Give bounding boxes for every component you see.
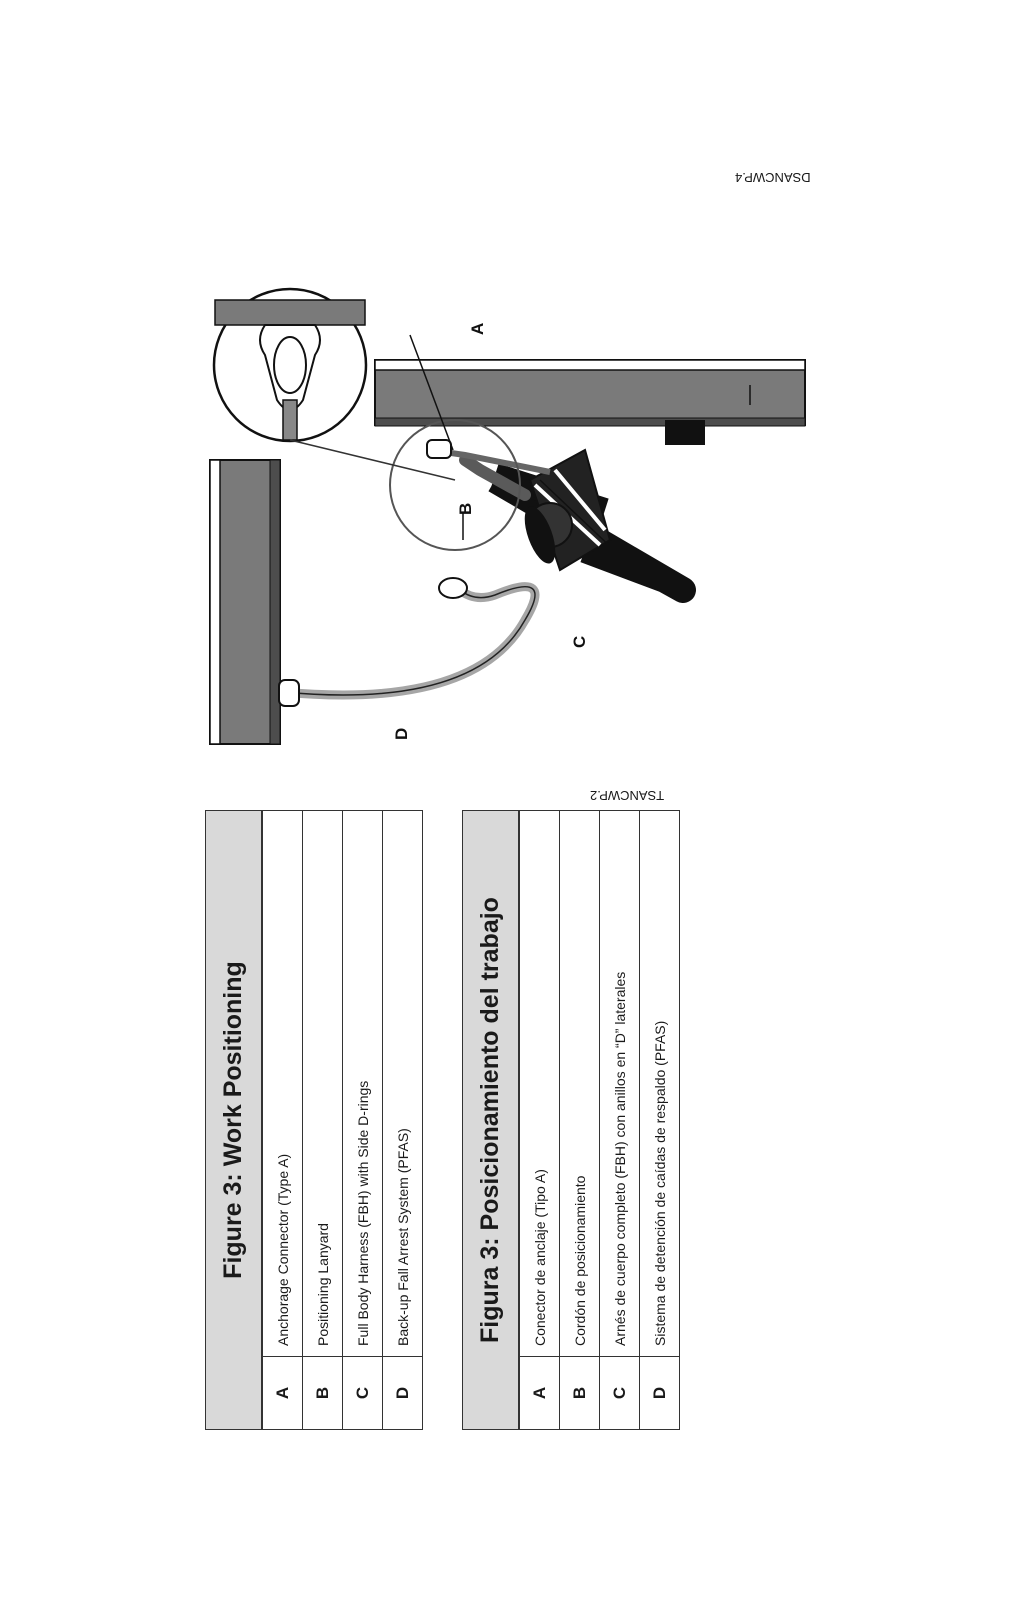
legend-row xyxy=(519,811,559,1429)
callout-b: B xyxy=(456,502,475,515)
legend-row xyxy=(599,811,639,1429)
legend-row xyxy=(382,811,422,1429)
legend-letter: C xyxy=(600,1356,639,1429)
table-code: TSANCWP.2 xyxy=(590,788,665,803)
legend-title: Figura 3: Posicionamiento del trabajo xyxy=(463,811,519,1429)
legend-text: Full Body Harness (FBH) with Side D-rings xyxy=(354,1080,371,1346)
backup-lanyard xyxy=(279,578,535,706)
legend-text: Positioning Lanyard xyxy=(314,1223,331,1346)
figure-code: DSANCWP.4 xyxy=(735,170,811,185)
legend-row xyxy=(559,811,599,1429)
legend-letter: B xyxy=(560,1356,599,1429)
legend-text: Cordón de posicionamiento xyxy=(571,1175,588,1346)
legend-table-spanish xyxy=(462,810,680,1430)
legend-row xyxy=(262,811,302,1429)
upper-beam xyxy=(210,460,280,744)
work-positioning-illustration xyxy=(195,150,835,760)
legend-letter: D xyxy=(640,1356,679,1429)
legend-text: Back-up Fall Arrest System (PFAS) xyxy=(394,1128,411,1346)
legend-row xyxy=(639,811,679,1429)
callout-c: C xyxy=(570,635,589,648)
legend-letter: B xyxy=(303,1356,342,1429)
legend-text: Arnés de cuerpo completo (FBH) con anillos en “D” laterales xyxy=(611,971,628,1346)
legend-row xyxy=(302,811,342,1429)
callout-d: D xyxy=(392,727,411,740)
legend-row xyxy=(342,811,382,1429)
legend-letter: A xyxy=(263,1356,302,1429)
legend-title: Figure 3: Work Positioning xyxy=(206,811,262,1429)
legend-letter: A xyxy=(520,1356,559,1429)
callout-a: A xyxy=(468,322,487,335)
legend-letter: D xyxy=(383,1356,422,1429)
legend-text: Sistema de detención de caídas de respaldo (PFAS) xyxy=(651,1020,668,1346)
legend-text: Anchorage Connector (Type A) xyxy=(274,1153,291,1346)
legend-letter: C xyxy=(343,1356,382,1429)
lower-beam xyxy=(375,360,805,426)
legend-text: Conector de anclaje (Tipo A) xyxy=(531,1169,548,1346)
legend-table-english xyxy=(205,810,423,1430)
